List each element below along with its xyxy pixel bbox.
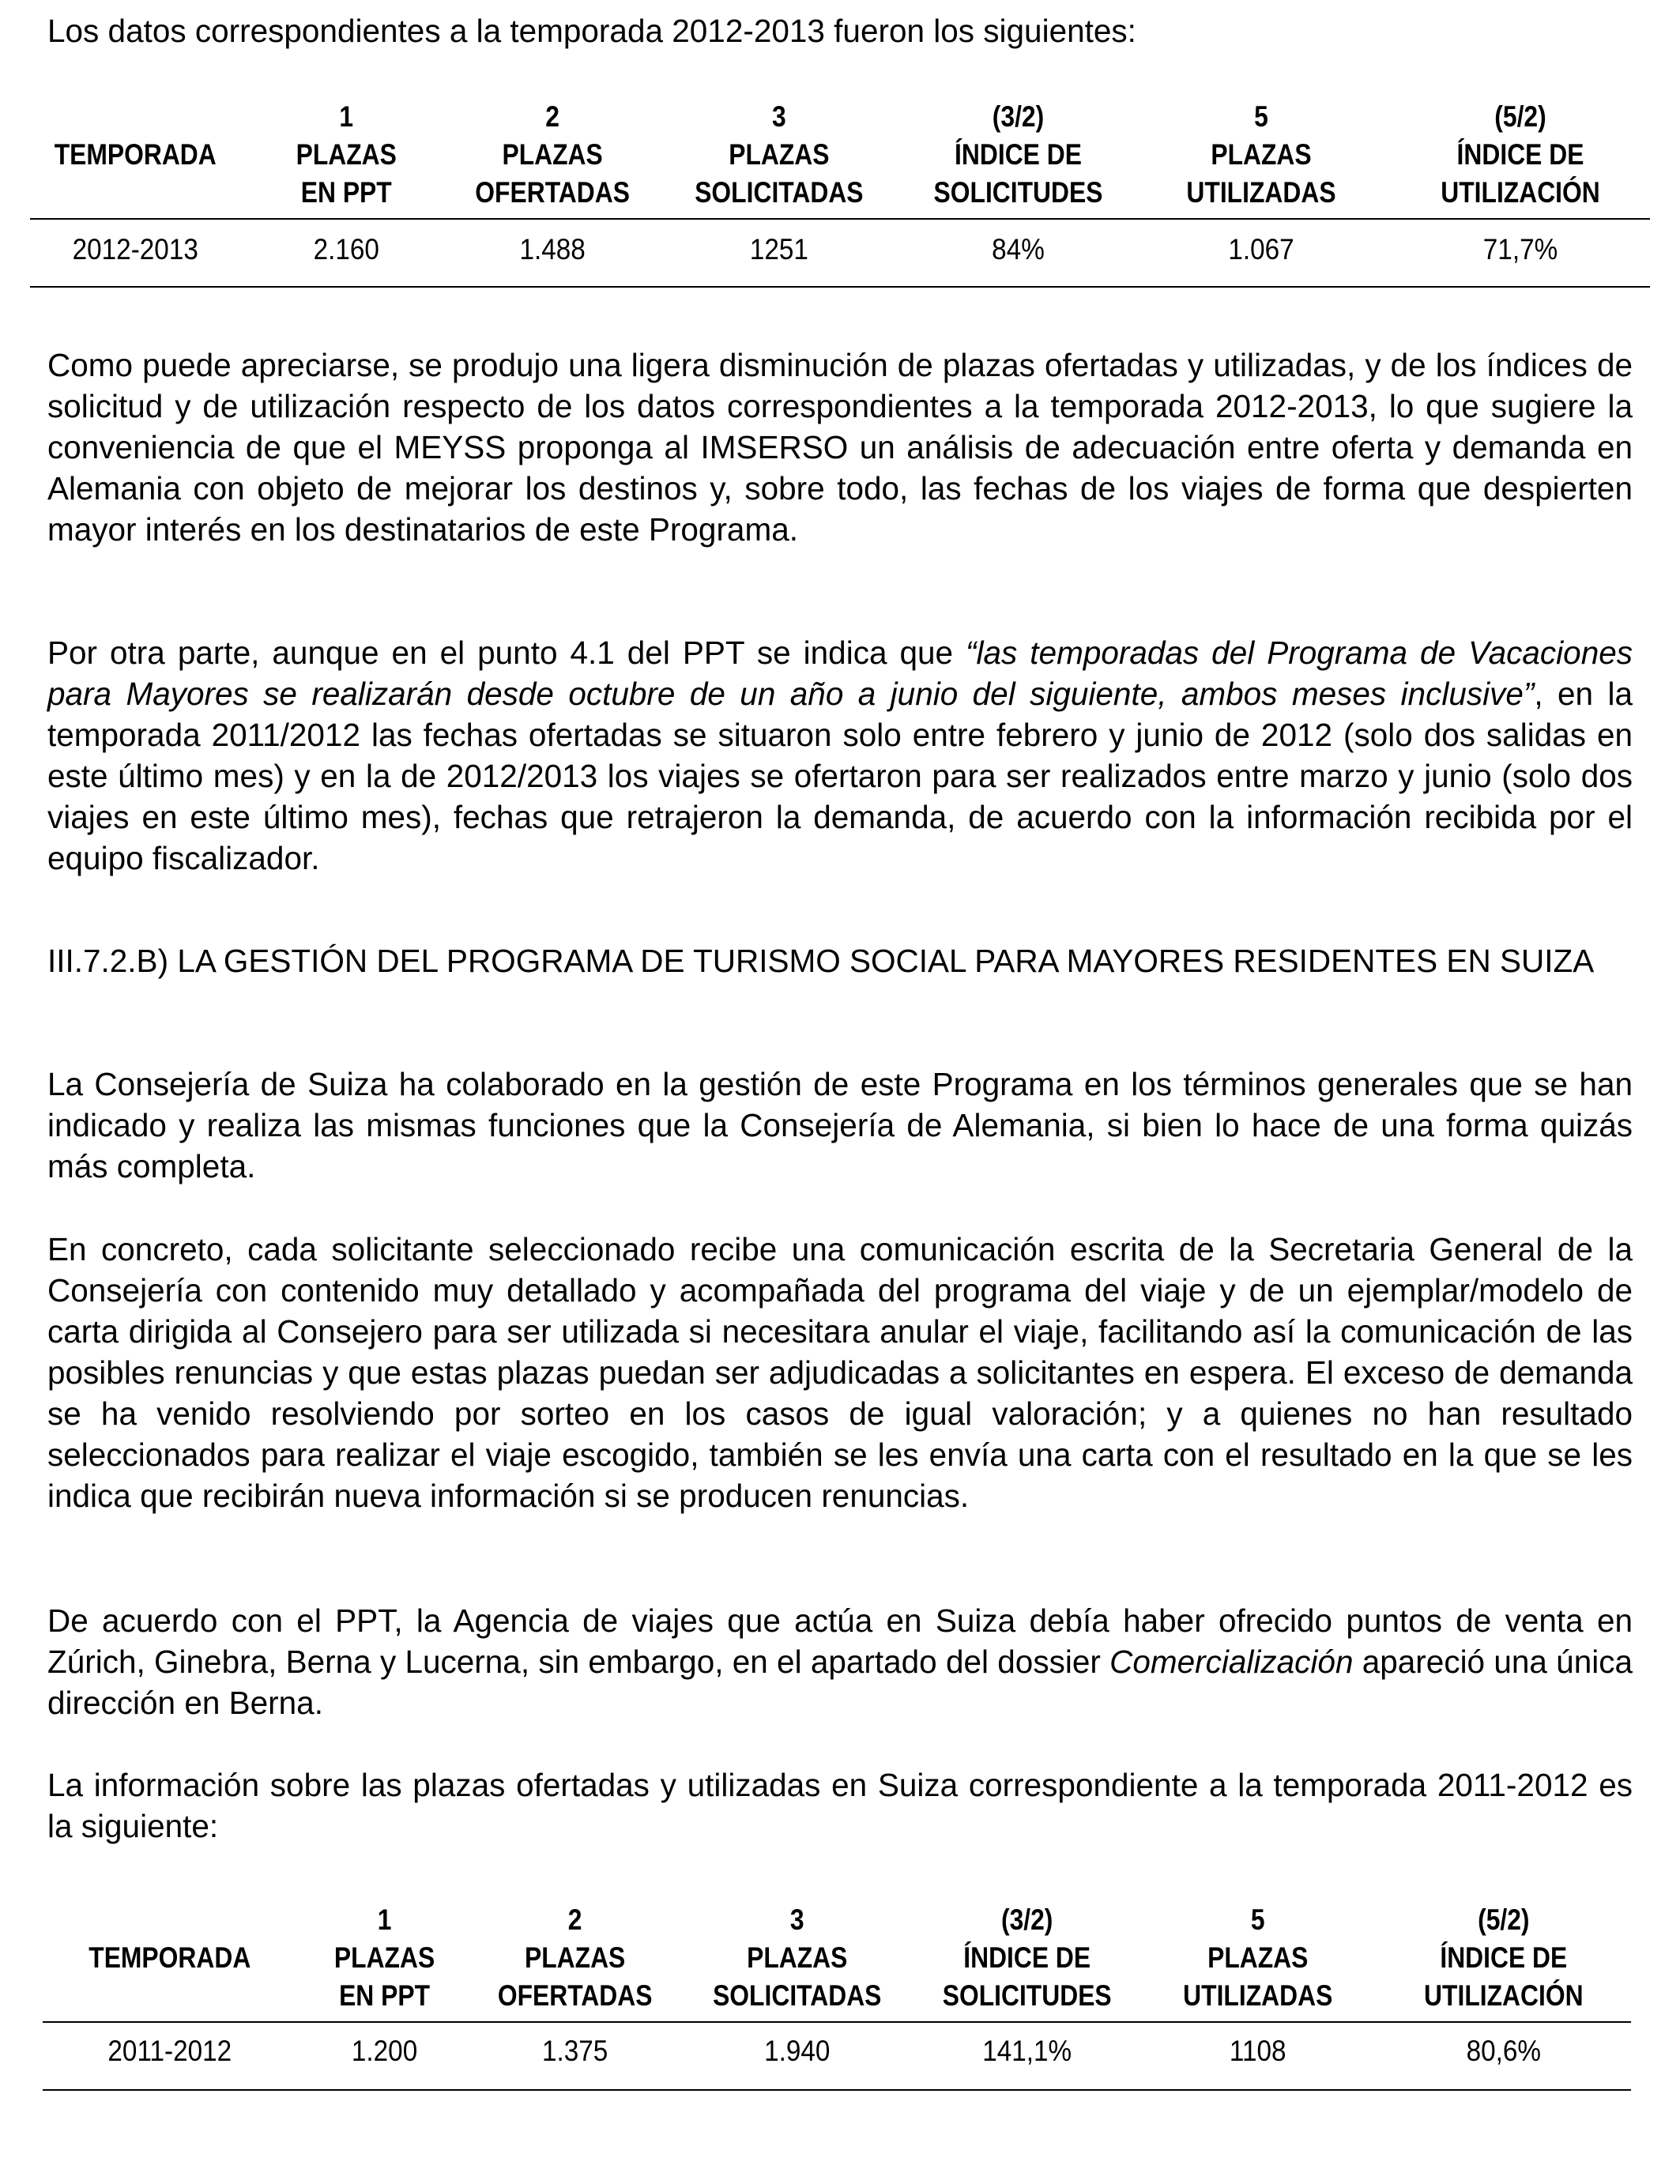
paragraph-agencia-viajes bbox=[47, 1600, 1633, 1723]
header-plazas-ofertadas: 2 PLAZAS OFERTADAS bbox=[486, 1901, 664, 2022]
paragraph-analysis: Como puede apreciarse, se produjo una ligera disminución de plazas ofertadas y utilizadas, y de los índices de solicitud y de utilización respecto de los datos correspondientes a la temporada 2012-2013, lo que sugiere la conveniencia de que el MEYSS proponga al IMSERSO un análisis de adecuación entre oferta y demanda en Alemania con objeto de mejorar los destinos y, sobre todo, las fechas de los viajes de forma que despierten mayor interés en los destinatarios de este Programa. bbox=[47, 347, 1633, 548]
header-indice-utilizacion: (5/2) ÍNDICE DE UTILIZACIÓN bbox=[1409, 98, 1632, 219]
table-2011-2012 bbox=[43, 1901, 1631, 2091]
cell-plazas-ofertadas: 1.375 bbox=[482, 2022, 668, 2090]
paragraph-consejeria-suiza: La Consejería de Suiza ha colaborado en la gestión de este Programa en los términos generales que se han indicado y realiza las mismas funciones que la Consejería de Alemania, si bien lo hace de una forma quizás más completa. bbox=[47, 1066, 1633, 1184]
cell-indice-utilizacion: 80,6% bbox=[1389, 2022, 1618, 2090]
p2-after: , en la temporada 2011/2012 las fechas ofertadas se situaron solo entre febrero y junio de 2012 (solo dos salidas en este último mes) y en la de 2012/2013 los viajes se ofertaron para ser realizados entre marzo y junio (solo dos viajes en este último mes), fechas que retrajeron la demanda, de acuerdo con la información recibida por el equipo fiscalizador. bbox=[47, 676, 1633, 876]
paragraph-informacion-suiza: La información sobre las plazas ofertadas y utilizadas en Suiza correspondiente a la temporada 2011-2012 es la siguiente: bbox=[47, 1767, 1633, 1844]
header-indice-solicitudes: (3/2) ÍNDICE DE SOLICITUDES bbox=[921, 98, 1116, 219]
intro-text: Los datos correspondientes a la temporada 2012-2013 fueron los siguientes: bbox=[47, 13, 1136, 49]
header-plazas-solicitadas: 3 PLAZAS SOLICITADAS bbox=[695, 1901, 899, 2022]
cell-indice-utilizacion: 71,7% bbox=[1403, 219, 1637, 287]
table-header-row bbox=[30, 98, 1650, 219]
cell-plazas-solicitadas: 1251 bbox=[666, 219, 892, 287]
cell-plazas-ofertadas: 1.488 bbox=[461, 219, 644, 287]
header-temporada: TEMPORADA bbox=[45, 98, 226, 219]
paragraph-en-concreto: En concreto, cada solicitante seleccionado recibe una comunicación escrita de la Secretaria General de la Consejería con contenido muy detallado y acompañada del programa del viaje y de un ejemplar/modelo de carta dirigida al Consejero para ser utilizada si necesitara anular el viaje, facilitando así la comunicación de las posibles renuncias y que estas plazas puedan ser adjudicadas a solicitantes en espera. El exceso de demanda se ha venido resolviendo por sorteo en los casos de igual valoración; y a quienes no han resultado seleccionados para realizar el viaje escogido, también se les envía una carta con el resultado en la que se les indica que recibirán nueva información si se producen renuncias. bbox=[47, 1231, 1633, 1514]
section-heading: III.7.2.B) LA GESTIÓN DEL PROGRAMA DE TURISMO SOCIAL PARA MAYORES RESIDENTES EN SUIZA bbox=[47, 943, 1595, 979]
cell-plazas-solicitadas: 1.940 bbox=[690, 2022, 904, 2090]
cell-temporada: 2012-2013 bbox=[40, 219, 230, 287]
p2-quote: “las temporadas del Programa de Vacaciones para Mayores se realizarán desde octubre de un año a junio del siguiente, ambos meses inclusive” bbox=[47, 634, 1633, 712]
header-plazas-solicitadas: 3 PLAZAS SOLICITADAS bbox=[671, 98, 887, 219]
p5-before: De acuerdo con el PPT, la Agencia de viajes que actúa en Suiza debía haber ofrecido puntos de venta en Zúrich, Ginebra, Berna y Lucerna, sin embargo, en el apartado del dossier bbox=[47, 1602, 1633, 1680]
p5-after: apareció una única dirección en Berna. bbox=[47, 1644, 1633, 1721]
header-indice-solicitudes: (3/2) ÍNDICE DE SOLICITUDES bbox=[932, 1901, 1123, 2022]
cell-plazas-ppt: 1.200 bbox=[306, 2022, 463, 2090]
table-row bbox=[43, 2022, 1631, 2090]
p5-italic: Comercialización bbox=[1109, 1644, 1354, 1680]
cell-indice-solicitudes: 84% bbox=[916, 219, 1120, 287]
header-plazas-ofertadas: 2 PLAZAS OFERTADAS bbox=[465, 98, 639, 219]
cell-plazas-utilizadas: 1108 bbox=[1151, 2022, 1365, 2090]
table-2012-2013 bbox=[30, 98, 1650, 288]
header-plazas-utilizadas: 5 PLAZAS UTILIZADAS bbox=[1150, 98, 1373, 219]
table-header-row bbox=[43, 1901, 1631, 2022]
header-indice-utilizacion: (5/2) ÍNDICE DE UTILIZACIÓN bbox=[1395, 1901, 1614, 2022]
cell-plazas-utilizadas: 1.067 bbox=[1144, 219, 1377, 287]
header-plazas-ppt: 1 PLAZAS EN PPT bbox=[255, 98, 436, 219]
cell-plazas-ppt: 2.160 bbox=[251, 219, 441, 287]
p2-before: Por otra parte, aunque en el punto 4.1 del PPT se indica que bbox=[47, 634, 966, 671]
paragraph-temporadas bbox=[47, 632, 1633, 879]
header-plazas-utilizadas: 5 PLAZAS UTILIZADAS bbox=[1155, 1901, 1360, 2022]
header-temporada: TEMPORADA bbox=[61, 1901, 280, 2022]
cell-temporada: 2011-2012 bbox=[55, 2022, 284, 2090]
cell-indice-solicitudes: 141,1% bbox=[928, 2022, 1128, 2090]
header-plazas-ppt: 1 PLAZAS EN PPT bbox=[309, 1901, 459, 2022]
table-row bbox=[30, 219, 1650, 287]
